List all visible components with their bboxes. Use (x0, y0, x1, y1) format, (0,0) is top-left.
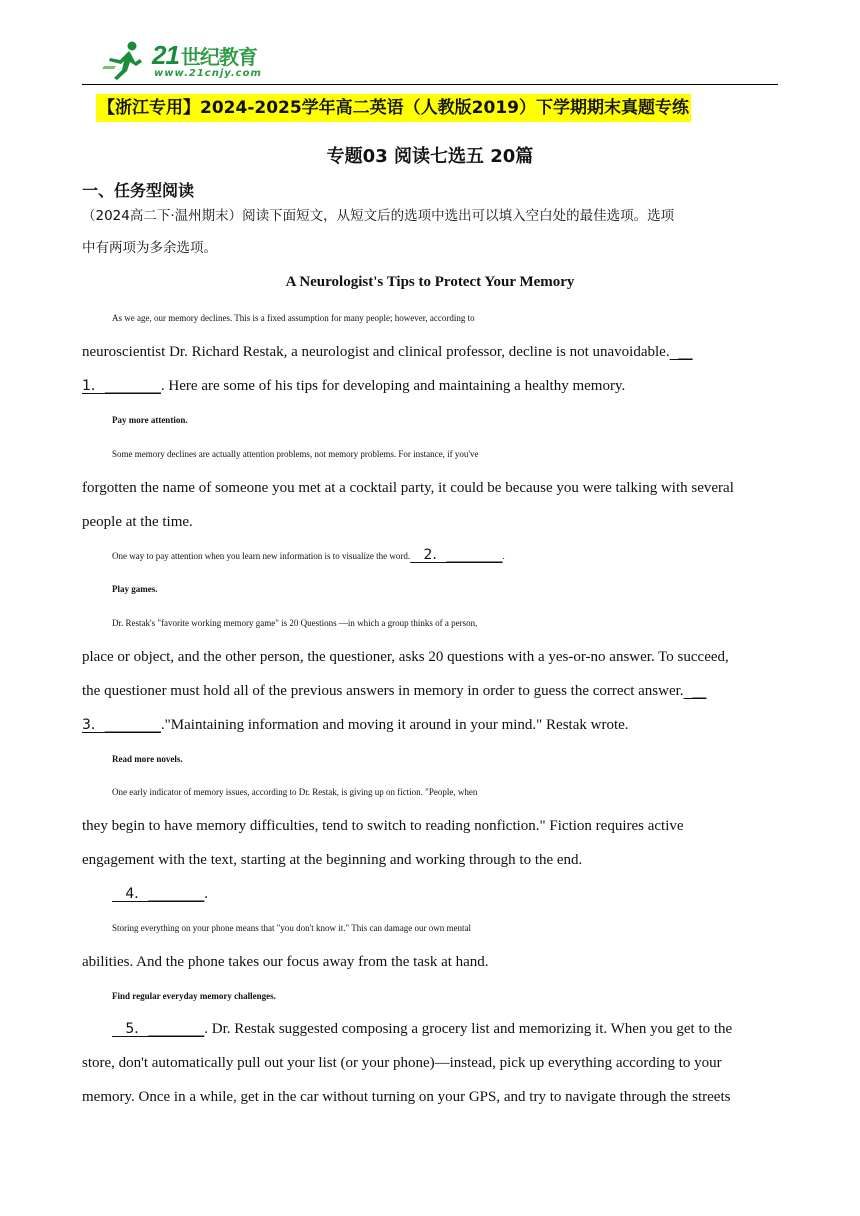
paragraph-line: 4．________. (112, 886, 209, 902)
passage-title: A Neurologist's Tips to Protect Your Memory (285, 274, 575, 290)
paragraph-line: As we age, our memory declines. This is a fixed assumption for many people; however, according to (112, 313, 475, 323)
instructions-line-2: 中有两项为多余选项。 (82, 240, 217, 256)
paragraph-line: people at the time. (82, 514, 193, 530)
doc-banner-title: 【浙江专用】2024-2025学年高二英语（人教版2019）下学期期末真题专练 (96, 94, 691, 122)
paragraph-line: 3．________."Maintaining information and moving it around in your mind." Restak wrote. (82, 717, 629, 733)
answer-blank: __ (683, 683, 707, 699)
answer-blank-2: 2．________ (410, 547, 503, 563)
tip-heading: Play games. (112, 584, 158, 594)
answer-blank-3: 3．________ (82, 717, 161, 733)
tip-heading: Pay more attention. (112, 415, 188, 425)
paragraph-line: they begin to have memory difficulties, tend to switch to reading nonfiction." Fiction requires active (82, 818, 684, 834)
paragraph-line: Dr. Restak's "favorite working memory game" is 20 Questions —in which a group thinks of a person, (112, 618, 478, 628)
paragraph-line: 1．________. Here are some of his tips for developing and maintaining a healthy memory. (82, 378, 626, 394)
paragraph-line: Storing everything on your phone means that "you don't know it." This can damage our own mental (112, 923, 471, 933)
answer-blank-5: 5．________ (112, 1021, 205, 1037)
paragraph-line: abilities. And the phone takes our focus away from the task at hand. (82, 954, 489, 970)
paragraph-line: engagement with the text, starting at the beginning and working through to the end. (82, 852, 583, 868)
logo-url: www.21cnjy.com (154, 68, 262, 79)
answer-blank-1: 1．________ (82, 378, 161, 394)
paragraph-line: One early indicator of memory issues, according to Dr. Restak, is giving up on fiction. "People, when (112, 787, 478, 797)
answer-blank-4: 4．________ (112, 886, 205, 902)
logo-wordmark: 21 世纪教育 (152, 40, 257, 70)
paragraph-line: memory. Once in a while, get in the car without turning on your GPS, and try to navigate through the streets (82, 1089, 731, 1105)
paragraph-line: place or object, and the other person, the questioner, asks 20 questions with a yes-or-no answer. To succeed, (82, 649, 729, 665)
paragraph-line: the questioner must hold all of the previous answers in memory in order to guess the correct answer. __ (82, 683, 707, 699)
instructions-line-1: （2024高二下·温州期末）阅读下面短文，从短文后的选项中选出可以填入空白处的最佳选项。选项 (82, 208, 675, 224)
paragraph-line: 5．________. Dr. Restak suggested composing a grocery list and memorizing it. When you get to the (112, 1021, 733, 1037)
runner-logo-icon (102, 40, 148, 80)
site-logo (102, 38, 272, 84)
tip-heading: Find regular everyday memory challenges. (112, 991, 276, 1001)
header-divider (82, 84, 778, 85)
paragraph-line: forgotten the name of someone you met at a cocktail party, it could be because you were talking with several (82, 480, 734, 496)
answer-blank: __ (669, 344, 693, 360)
section-heading: 一、任务型阅读 (82, 181, 195, 200)
paragraph-line: One way to pay attention when you learn new information is to visualize the word. 2．________. (112, 547, 505, 563)
subject-title: 专题03 阅读七选五 20篇 (326, 146, 534, 167)
paragraph-line: Some memory declines are actually attention problems, not memory problems. For instance, if you've (112, 449, 479, 459)
paragraph-line: store, don't automatically pull out your list (or your phone)—instead, pick up everything according to your (82, 1055, 722, 1071)
paragraph-line: neuroscientist Dr. Richard Restak, a neurologist and clinical professor, decline is not unavoidable. __ (82, 344, 693, 360)
tip-heading: Read more novels. (112, 754, 183, 764)
